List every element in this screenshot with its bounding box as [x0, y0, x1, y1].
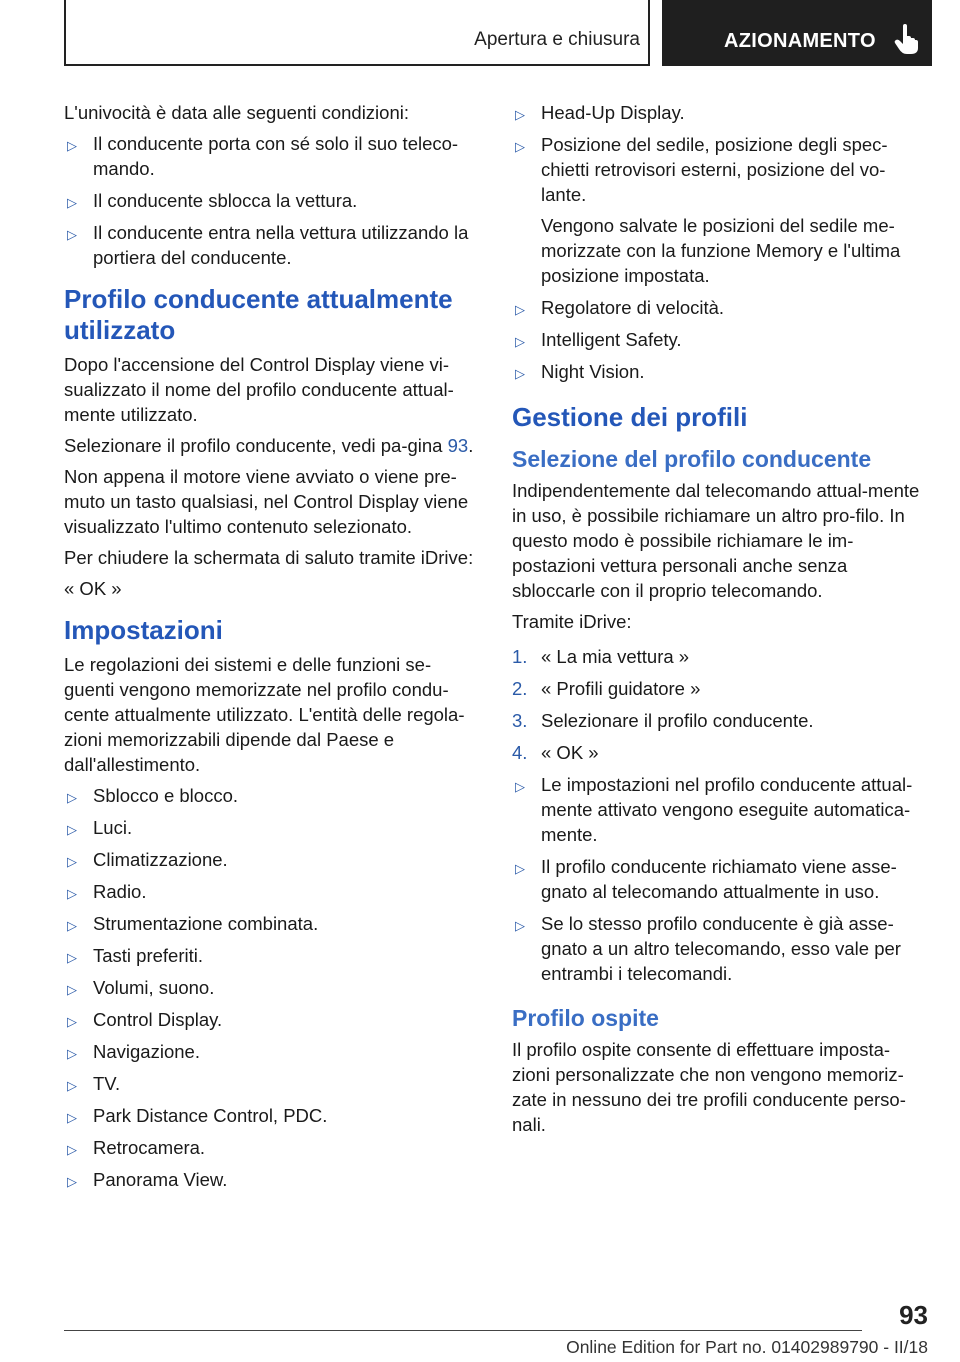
triangle-bullet-icon: ▷ [67, 1142, 77, 1157]
header-rule-divider [648, 0, 650, 66]
heading-current-profile: Profilo conducente attualmente utilizzato [64, 284, 453, 345]
triangle-bullet-icon: ▷ [67, 950, 77, 965]
heading-guest-profile: Profilo ospite [512, 1005, 659, 1031]
triangle-bullet-icon: ▷ [67, 854, 77, 869]
menu-command: « OK » [64, 578, 122, 599]
triangle-bullet-icon: ▷ [67, 790, 77, 805]
triangle-bullet-icon: ▷ [515, 366, 525, 381]
paragraph: Le regolazioni dei sistemi e delle funzioni se-guenti vengono memorizzate nel profilo condu-cente attualmente utilizzato. L'entità delle regola-zioni memorizzabili dipende dal Paese e dall'allestimento. [64, 654, 465, 775]
list-item: ▷ Strumentazione combinata. [64, 911, 480, 936]
list-item: ▷ Il conducente porta con sé solo il suo teleco-mando. [67, 133, 459, 179]
header-rule-bottom [64, 64, 650, 66]
footer-rule [64, 1330, 862, 1331]
triangle-bullet-icon: ▷ [515, 334, 525, 349]
list-item: ▷ Il conducente entra nella vettura utilizzando la portiera del conducente. [67, 222, 469, 268]
triangle-bullet-icon: ▷ [67, 1046, 77, 1061]
edition-note: Online Edition for Part no. 01402989790 - II/18 [566, 1337, 928, 1357]
triangle-bullet-icon: ▷ [67, 1014, 77, 1029]
triangle-bullet-icon: ▷ [515, 139, 525, 154]
list-item: ▷ Retrocamera. [64, 1135, 480, 1160]
list-item: ▷ Navigazione. [64, 1039, 480, 1064]
heading-select-profile: Selezione del profilo conducente [512, 446, 872, 472]
list-item: ▷ Intelligent Safety. [512, 327, 928, 352]
list-item: ▷ Volumi, suono. [64, 975, 480, 1000]
triangle-bullet-icon: ▷ [67, 1174, 77, 1189]
triangle-bullet-icon: ▷ [67, 982, 77, 997]
triangle-bullet-icon: ▷ [67, 1110, 77, 1125]
list-item: ▷ Il conducente sblocca la vettura. [64, 188, 480, 213]
step-item: 1. « La mia vettura » [512, 646, 690, 667]
chapter-tab [662, 0, 932, 66]
paragraph: Tramite iDrive: [512, 611, 632, 632]
paragraph: Selezionare il profilo conducente, vedi pa-gina 93. [64, 435, 474, 456]
list-item: ▷ TV. [64, 1071, 480, 1096]
list-item: ▷ Posizione del sedile, posizione degli spec-chietti retrovisori esterni, posizione del vo-lante. Vengono salvate le posizioni del sedile me-morizzate con la funzione Memory e l'ultima posizione impostata. [512, 132, 928, 288]
list-item: ▷ Panorama View. [64, 1167, 480, 1192]
right-column [512, 100, 928, 1143]
intro-text: L'univocità è data alle seguenti condizioni: [64, 102, 409, 123]
list-item: ▷ Tasti preferiti. [64, 943, 480, 968]
list-item: ▷ Head-Up Display. [512, 100, 928, 125]
chapter-title: AZIONAMENTO [724, 30, 876, 52]
triangle-bullet-icon: ▷ [67, 138, 77, 153]
step-item: 3. Selezionare il profilo conducente. [512, 710, 814, 731]
list-item: ▷ Sblocco e blocco. [64, 783, 480, 808]
page-number: 93 [899, 1300, 928, 1330]
pointing-hand-icon [894, 24, 920, 54]
triangle-bullet-icon: ▷ [67, 918, 77, 933]
paragraph: Non appena il motore viene avviato o viene pre-muto un tasto qualsiasi, nel Control Display viene visualizzato l'ultimo contenuto selezionato. [64, 466, 469, 537]
triangle-bullet-icon: ▷ [67, 886, 77, 901]
list-item: ▷ Park Distance Control, PDC. [64, 1103, 480, 1128]
list-item: ▷ Il profilo conducente richiamato viene asse-gnato al telecomando attualmente in uso. [515, 856, 897, 902]
triangle-bullet-icon: ▷ [67, 195, 77, 210]
paragraph: Dopo l'accensione del Control Display viene vi-sualizzato il nome del profilo conducente attual-mente utilizzato. [64, 354, 454, 425]
header-rule-left [64, 0, 66, 66]
heading-profile-management: Gestione dei profili [512, 402, 748, 432]
list-item: ▷ Radio. [64, 879, 480, 904]
paragraph: Per chiudere la schermata di saluto tramite iDrive: [64, 547, 474, 568]
triangle-bullet-icon: ▷ [515, 779, 525, 794]
triangle-bullet-icon: ▷ [515, 302, 525, 317]
list-item: ▷ Climatizzazione. [64, 847, 480, 872]
step-item: 4. « OK » [512, 742, 599, 763]
triangle-bullet-icon: ▷ [67, 1078, 77, 1093]
list-item: ▷ Le impostazioni nel profilo conducente attual-mente attivato vengono eseguite automatica-mente. [515, 774, 913, 845]
list-item-note: Vengono salvate le posizioni del sedile me-morizzate con la funzione Memory e l'ultima posizione impostata. [541, 215, 901, 286]
triangle-bullet-icon: ▷ [67, 822, 77, 837]
left-column [64, 100, 480, 1199]
paragraph: Il profilo ospite consente di effettuare imposta-zioni personalizzate che non vengono memoriz-zate in nessuno dei tre profili conducente perso-nali. [512, 1039, 906, 1135]
paragraph: Indipendentemente dal telecomando attual-mente in uso, è possibile richiamare un altro pro-filo. In questo modo è possibile richiamare le im-postazioni vettura personali anche senza sbloccarle con il proprio telecomando. [512, 480, 920, 601]
step-item: 2. « Profili guidatore » [512, 678, 701, 699]
section-title: Apertura e chiusura [474, 29, 640, 50]
list-item: ▷ Control Display. [64, 1007, 480, 1032]
triangle-bullet-icon: ▷ [515, 861, 525, 876]
heading-settings: Impostazioni [64, 615, 223, 645]
list-item: ▷ Luci. [64, 815, 480, 840]
triangle-bullet-icon: ▷ [515, 918, 525, 933]
list-item: ▷ Night Vision. [512, 359, 928, 384]
list-item: ▷ Regolatore di velocità. [512, 295, 928, 320]
page-link[interactable]: 93 [447, 435, 469, 456]
triangle-bullet-icon: ▷ [67, 227, 77, 242]
list-item: ▷ Se lo stesso profilo conducente è già asse-gnato a un altro telecomando, esso vale per entrambi i telecomandi. [515, 913, 901, 984]
triangle-bullet-icon: ▷ [515, 107, 525, 122]
